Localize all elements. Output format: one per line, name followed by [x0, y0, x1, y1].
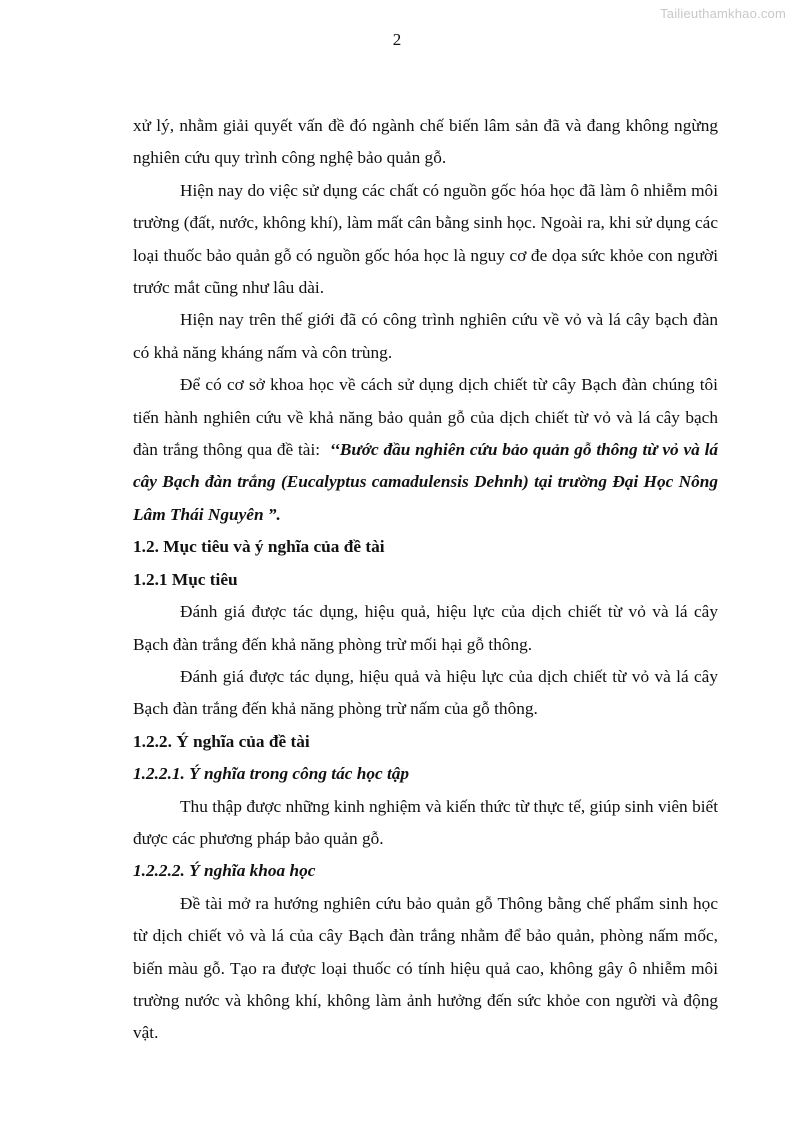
heading-1-2-2-2: 1.2.2.2. Ý nghĩa khoa học — [133, 861, 316, 881]
paragraph-4-text: Để có cơ sở khoa học về cách sử dụng dịch chiết từ cây Bạch đàn chúng tôi tiến hành nghiên cứu về khả năng bảo quản gỗ của dịch chiết từ vỏ và lá cây bạch đàn trắng thông qua đề tài: — [133, 375, 718, 460]
paragraph-6: Đánh giá được tác dụng, hiệu quả và hiệu lực của dịch chiết từ vỏ và lá cây Bạch đàn trắng đến khả năng phòng trừ nấm của gỗ thông. — [133, 666, 718, 719]
document-body — [133, 110, 718, 1050]
heading-1-2: 1.2. Mục tiêu và ý nghĩa của đề tài — [133, 537, 385, 557]
paragraph-8: Đề tài mở ra hướng nghiên cứu bảo quản gỗ Thông bằng chế phẩm sinh học từ dịch chiết vỏ và lá của cây Bạch đàn trắng nhằm để bảo quản, phòng nấm mốc, biến màu gỗ. Tạo ra được loại thuốc có tính hiệu quả cao, không gây ô nhiễm môi trường nước và không khí, không làm ảnh hưởng đến sức khỏe con người và động vật. — [133, 893, 718, 1043]
paragraph-4 — [133, 369, 718, 531]
heading-1-2-1: 1.2.1 Mục tiêu — [133, 569, 238, 589]
paragraph-7: Thu thập được những kinh nghiệm và kiến thức từ thực tế, giúp sinh viên biết được các phương pháp bảo quản gỗ. — [133, 796, 718, 848]
heading-1-2-2: 1.2.2. Ý nghĩa của đề tài — [133, 731, 310, 751]
page-number: 2 — [392, 30, 402, 49]
paragraph-2: Hiện nay do việc sử dụng các chất có nguồn gốc hóa học đã làm ô nhiễm môi trường (đất, nước, không khí), làm mất cân bằng sinh học. Ngoài ra, khi sử dụng các loại thuốc bảo quản gỗ có nguồn gốc hóa học là nguy cơ đe dọa sức khỏe con người trước mắt cũng như lâu dài. — [133, 180, 718, 298]
watermark: Tailieuthamkhao.com — [660, 6, 786, 21]
paragraph-3: Hiện nay trên thế giới đã có công trình nghiên cứu về vỏ và lá cây bạch đàn có khả năng kháng nấm và côn trùng. — [133, 310, 718, 362]
paragraph-5: Đánh giá được tác dụng, hiệu quả, hiệu lực của dịch chiết từ vỏ và lá cây Bạch đàn trắng đến khả năng phòng trừ mối hại gỗ thông. — [133, 602, 718, 654]
heading-1-2-2-1: 1.2.2.1. Ý nghĩa trong công tác học tập — [133, 764, 410, 784]
paragraph-1: xử lý, nhằm giải quyết vấn đề đó ngành chế biến lâm sản đã và đang không ngừng nghiên cứu quy trình công nghệ bảo quản gỗ. — [133, 116, 718, 168]
thesis-title: ‘‘Bước đầu nghiên cứu bảo quản gỗ thông từ vỏ và lá cây Bạch đàn trắng (Eucalyptus camadulensis Dehnh) tại trường Đại Học Nông Lâm Thái Nguyên ”. — [133, 440, 719, 524]
